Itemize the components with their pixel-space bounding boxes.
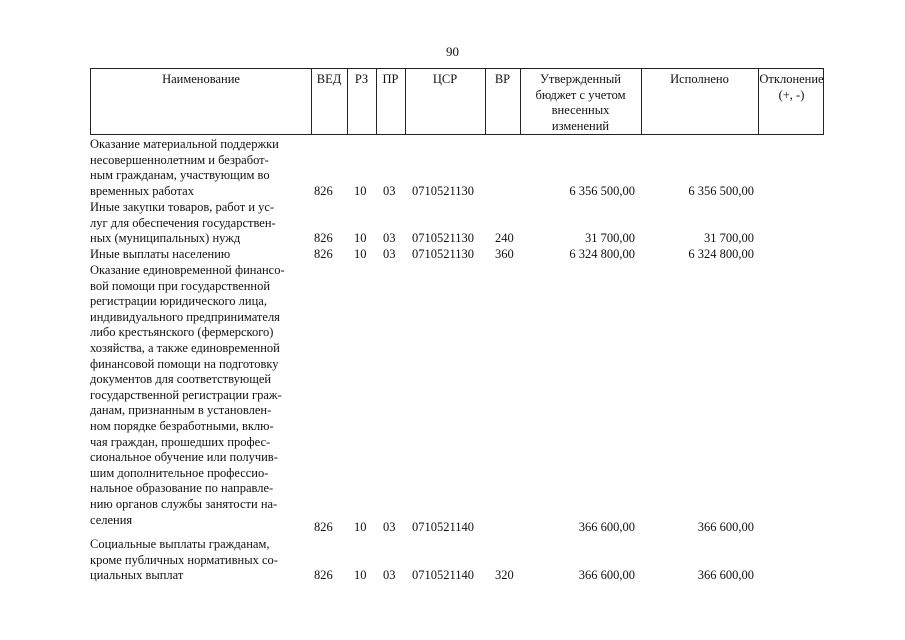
row-csr: 0710521140 <box>412 520 475 535</box>
row-executed: 366 600,00 <box>697 520 754 535</box>
row-csr: 0710521140 <box>412 568 475 583</box>
row-vr: 320 <box>495 568 514 583</box>
row-rz: 10 <box>354 247 367 262</box>
row-approved: 6 324 800,00 <box>569 247 635 262</box>
row-ved: 826 <box>314 568 333 583</box>
header-pr: ПР <box>382 72 399 86</box>
row-name: Иные закупки товаров, работ и ус- луг для обеспечения государствен- ных (муниципальных) нужд <box>90 200 276 246</box>
row-csr: 0710521130 <box>412 231 475 246</box>
row-ved: 826 <box>314 247 333 262</box>
table-row <box>0 200 905 247</box>
row-csr: 0710521130 <box>412 247 475 262</box>
row-rz: 10 <box>354 568 367 583</box>
row-pr: 03 <box>383 247 396 262</box>
row-name: Социальные выплаты гражданам, кроме публичных нормативных со- циальных выплат <box>90 537 278 583</box>
table-header <box>90 68 824 135</box>
row-ved: 826 <box>314 231 333 246</box>
row-vr: 240 <box>495 231 514 246</box>
header-ved: ВЕД <box>316 72 342 86</box>
row-name: Оказание единовременной финансо- вой помощи при государственной регистрации юридического лица, индивидуального предпринимателя либо крестьянского (фермерского) хозяйства, а также единовременной финансовой помощи на подготовку документов для соответствующей государственной регистрации граж- данам, признанным в установлен- ном порядке безработными, вклю- чая граждан, прошедших профес- сиональное обучение или получив- шим дополнительное профессио- нальное образование по направле- нию органов службы занятости на- селения <box>90 263 285 527</box>
page-number: 90 <box>446 44 459 59</box>
row-pr: 03 <box>383 231 396 246</box>
row-vr: 360 <box>495 247 514 262</box>
row-rz: 10 <box>354 520 367 535</box>
row-ved: 826 <box>314 520 333 535</box>
row-pr: 03 <box>383 184 396 199</box>
table-row <box>0 247 905 263</box>
row-approved: 366 600,00 <box>578 568 635 583</box>
row-rz: 10 <box>354 231 367 246</box>
header-rz: РЗ <box>354 72 369 86</box>
table-row <box>0 263 905 536</box>
row-pr: 03 <box>383 520 396 535</box>
row-name: Оказание материальной поддержки несовершеннолетним и безработ- ным гражданам, участвующим во временных работах <box>90 137 279 198</box>
row-pr: 03 <box>383 568 396 583</box>
row-rz: 10 <box>354 184 367 199</box>
table-row <box>0 537 905 584</box>
row-approved: 366 600,00 <box>578 520 635 535</box>
header-approved-budget: Утвержденный бюджет с учетом внесенных изменений <box>535 72 626 133</box>
header-csr: ЦСР <box>432 72 458 86</box>
table-row <box>0 137 905 200</box>
row-approved: 31 700,00 <box>585 231 635 246</box>
row-name: Иные выплаты населению <box>90 247 231 261</box>
header-vr: ВР <box>494 72 511 86</box>
header-deviation: Отклонение (+, -) <box>759 72 824 102</box>
row-csr: 0710521130 <box>412 184 475 199</box>
row-executed: 6 356 500,00 <box>688 184 754 199</box>
header-executed: Исполнено <box>670 72 729 86</box>
header-name: Наименование <box>162 72 240 86</box>
row-executed: 366 600,00 <box>697 568 754 583</box>
row-executed: 6 324 800,00 <box>688 247 754 262</box>
row-approved: 6 356 500,00 <box>569 184 635 199</box>
row-ved: 826 <box>314 184 333 199</box>
row-executed: 31 700,00 <box>704 231 754 246</box>
